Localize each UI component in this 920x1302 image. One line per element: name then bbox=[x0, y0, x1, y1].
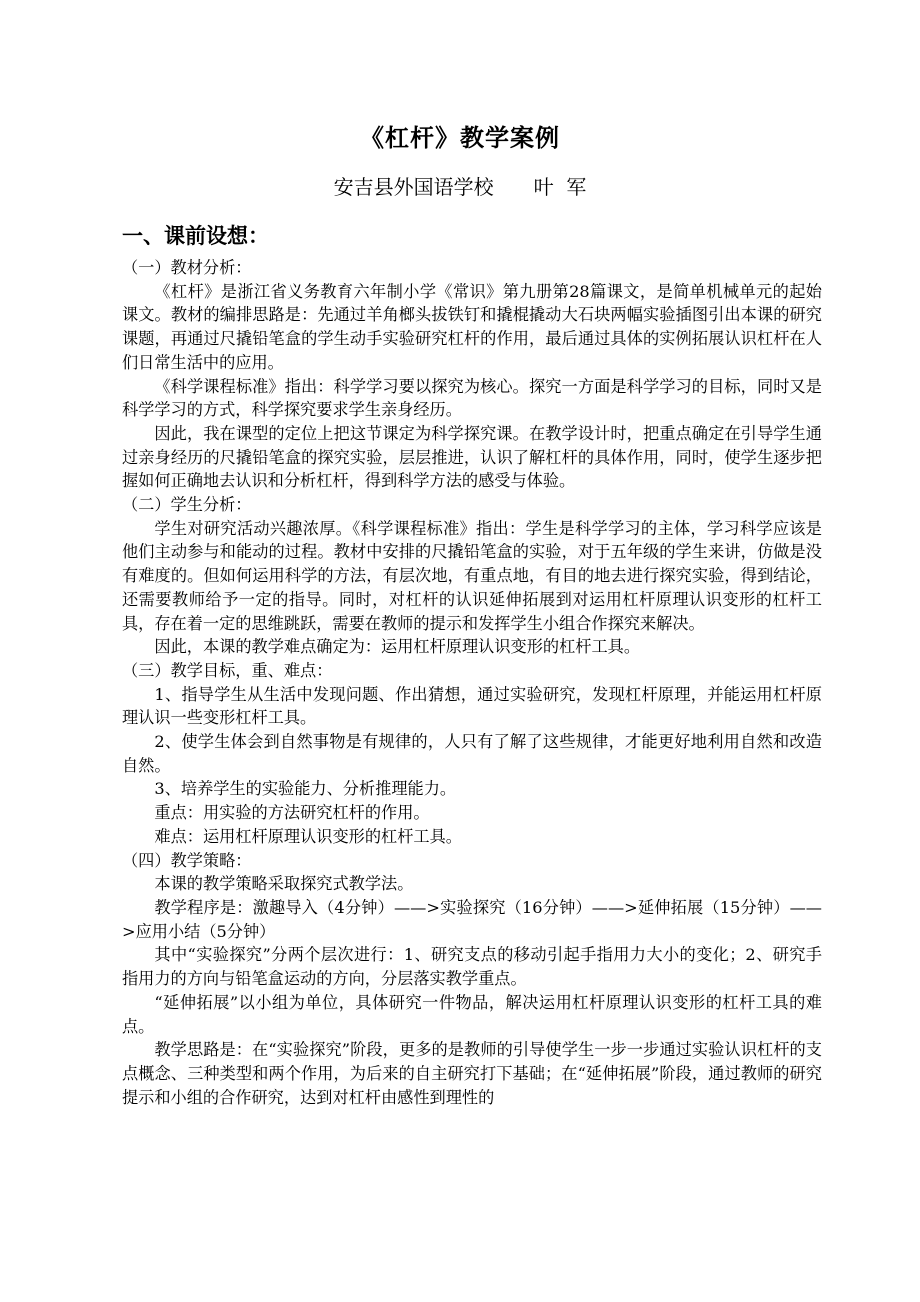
document-author-line: 安吉县外国语学校 叶 军 bbox=[333, 175, 587, 199]
subsection-heading-goals: （三）教学目标，重、难点： bbox=[122, 660, 333, 680]
paragraph: 学生对研究活动兴趣浓厚。《科学课程标准》指出：学生是科学学习的主体，学习科学应该是他们主动参与和能动的过程。教材中安排的尺撬铅笔盒的实验，对于五年级的学生来讲，仿做是没有难度的。但如何运用科学的方法，有层次地，有重点地，有目的地去进行探究实验，得到结论，还需要教师给予一定的指导。同时，对杠杆的认识延伸拓展到对运用杠杆原理认识变形的杠杆工具，存在着一定的思维跳跃，需要在教师的提示和发挥学生小组合作探究来解决。 bbox=[122, 518, 822, 633]
paragraph: 2、使学生体会到自然事物是有规律的，人只有了解了这些规律，才能更好地利用自然和改造自然。 bbox=[122, 732, 822, 775]
paragraph: 《杠杆》是浙江省义务教育六年制小学《常识》第九册第28篇课文，是简单机械单元的起始课文。教材的编排思路是：先通过羊角榔头拔铁钉和撬棍撬动大石块两幅实验插图引出本课的研究课题，再通过尺撬铅笔盒的学生动手实验研究杠杆的作用，最后通过具体的实例拓展认识杠杆在人们日常生活中的应用。 bbox=[122, 281, 822, 372]
paragraph: 难点：运用杠杆原理认识变形的杠杆工具。 bbox=[154, 826, 462, 846]
paragraph: 教学思路是：在“实验探究”阶段，更多的是教师的引导使学生一步一步通过实验认识杠杆的支点概念、三种类型和两个作用，为后来的自主研究打下基础；在“延伸拓展”阶段，通过教师的研究提示和小组的合作研究，达到对杠杆由感性到理性的 bbox=[122, 1040, 822, 1107]
subsection-heading-strategy: （四）教学策略： bbox=[122, 850, 252, 870]
paragraph: 因此，我在课型的定位上把这节课定为科学探究课。在教学设计时，把重点确定在引导学生通过亲身经历的尺撬铅笔盒的探究实验，层层推进，认识了解杠杆的具体作用，同时，使学生逐步把握如何正确地去认识和分析杠杆，得到科学方法的感受与体验。 bbox=[122, 423, 822, 491]
paragraph: 教学程序是：激趣导入（4分钟）——>实验探究（16分钟）——>延伸拓展（15分钟）——>应用小结（5分钟） bbox=[122, 897, 822, 941]
document-body bbox=[122, 256, 822, 1109]
paragraph: “延伸拓展”以小组为单位，具体研究一件物品，解决运用杠杆原理认识变形的杠杆工具的难点。 bbox=[122, 992, 822, 1036]
section-heading-pre-lesson: 一、课前设想： bbox=[122, 224, 269, 248]
paragraph: 重点：用实验的方法研究杠杆的作用。 bbox=[154, 803, 430, 823]
paragraph: 本课的教学策略采取探究式教学法。 bbox=[154, 874, 414, 894]
subsection-heading-textbook: （一）教材分析： bbox=[122, 258, 252, 277]
paragraph: 《科学课程标准》指出：科学学习要以探究为核心。探究一方面是科学学习的目标，同时又是科学学习的方式，科学探究要求学生亲身经历。 bbox=[122, 376, 822, 420]
paragraph: 1、指导学生从生活中发现问题、作出猜想，通过实验研究，发现杠杆原理，并能运用杠杆原理认识一些变形杠杆工具。 bbox=[122, 684, 822, 728]
paragraph: 3、培养学生的实验能力、分析推理能力。 bbox=[154, 779, 457, 799]
document-title: 《杠杆》教学案例 bbox=[360, 124, 560, 152]
paragraph: 其中“实验探究”分两个层次进行：1、研究支点的移动引起手指用力大小的变化；2、研究手指用力的方向与铅笔盒运动的方向，分层落实教学重点。 bbox=[122, 945, 822, 989]
paragraph: 因此，本课的教学难点确定为：运用杠杆原理认识变形的杠杆工具。 bbox=[154, 637, 641, 657]
subsection-heading-students: （二）学生分析： bbox=[122, 495, 252, 515]
